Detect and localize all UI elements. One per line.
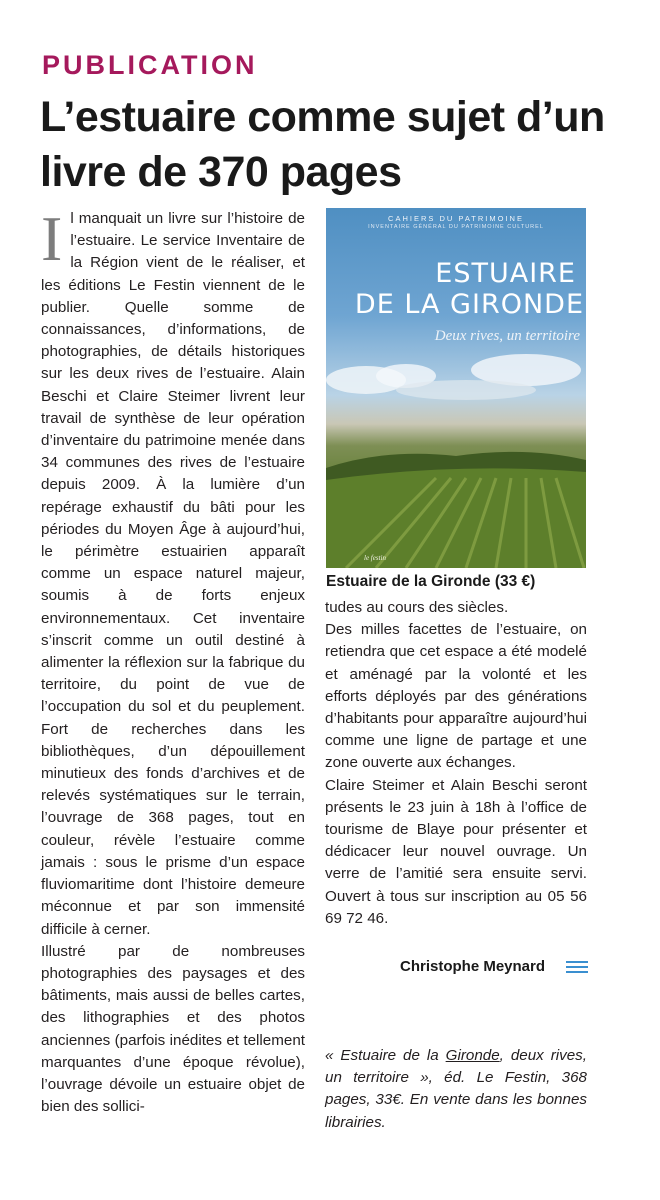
reference-underlined: Gironde — [445, 1047, 500, 1064]
cover-vineyard — [326, 438, 586, 568]
paragraph-3: tudes au cours des siècles. — [325, 599, 509, 616]
left-column — [41, 203, 305, 1118]
right-column — [325, 597, 587, 930]
reference-after: , deux rives, un territoire », éd. Le Festin, 368 pages, 33€. En vente dans les bonnes librairies. — [325, 1047, 587, 1131]
cover-subseries: INVENTAIRE GÉNÉRAL DU PATRIMOINE CULTUREL — [368, 224, 544, 230]
paragraph-2: Illustré par de nombreuses photographies des paysages et des bâtiments, mais aussi de belles cartes, des lithographies et des photos anciennes (parfois inédites et tellement marquantes d’une époque révolue), l’ouvrage dévoile un estuaire objet de bien des sollici- — [41, 942, 305, 1116]
drop-cap: I — [41, 203, 63, 274]
cover-tagline: Deux rives, un territoire — [434, 328, 580, 344]
cover-clouds — [326, 340, 586, 410]
cover-title-line1: ESTUAIRE — [435, 258, 576, 289]
reference-before: « Estuaire de la — [325, 1047, 446, 1064]
cover-title-line2: DE LA GIRONDE — [354, 289, 584, 320]
author-byline: Christophe Meynard — [400, 958, 546, 975]
section-kicker: PUBLICATION — [42, 50, 258, 80]
book-cover-image — [326, 208, 586, 568]
paragraph-1-text: l manquait un livre sur l’histoire de l’estuaire. Le service Inventaire de la Région vient de le réaliser, et les éditions Le Festin viennent de le publier. Quelle somme de connaissances, d’informations, de photographies, de détails historiques sur les deux rives de l’estuaire. Alain Beschi et Claire Steimer livrent leur travail de synthèse de leur opération d’inventaire du patrimoine menée dans 34 communes des rives de l’estuaire depuis 2009. À la lumière d’un repérage exhaustif du bâti pour les périodes du Moyen Âge à aujourd’hui, le périmètre estuairien apparaît comme un espace naturel majeur, soumis à de forts enjeux environnementaux. Cet inventaire s’inscrit comme un outil destiné à alimenter la réflexion sur la fabrique du territoire, du point de vue de l’occupation du sol et du peuplement. Fort de recherches dans les bibliothèques, d’un dépouillement minutieux des fonds d’archives et de relevés systématiques sur le terrain, l’ouvrage de 368 pages, tout en couleur, révèle l’estuaire comme jamais : sous le prisme d’un espace fluviomaritime dont l’histoire demeure méconnue et par son immensité difficile à cerner. — [41, 210, 305, 938]
article-title: L’estuaire comme sujet d’un livre de 370 pages — [40, 93, 605, 196]
paragraph-1 — [41, 203, 305, 941]
cover-title — [326, 258, 584, 320]
byline-lines-icon — [566, 961, 588, 975]
cover-publisher: le festin — [364, 554, 386, 562]
cover-series: CAHIERS DU PATRIMOINE — [388, 214, 524, 223]
paragraph-4: Des milles facettes de l’estuaire, on retiendra que cet espace a été modelé et aménagé par la volonté et les efforts déployés par des générations d’habitants pour apparaître aujourd’hui comme une ligne de partage et une zone ouverte aux échanges. — [325, 621, 587, 772]
paragraph-5: Claire Steimer et Alain Beschi seront présents le 23 juin à 18h à l’office de tourisme de Blaye pour présenter et dédicacer leur nouvel ouvrage. Un verre de l’amitié sera ensuite servi. Ouvert à tous sur inscription au 05 56 69 72 46. — [325, 776, 587, 927]
image-caption: Estuaire de la Gironde (33 €) — [326, 573, 536, 590]
book-reference — [325, 1045, 587, 1134]
